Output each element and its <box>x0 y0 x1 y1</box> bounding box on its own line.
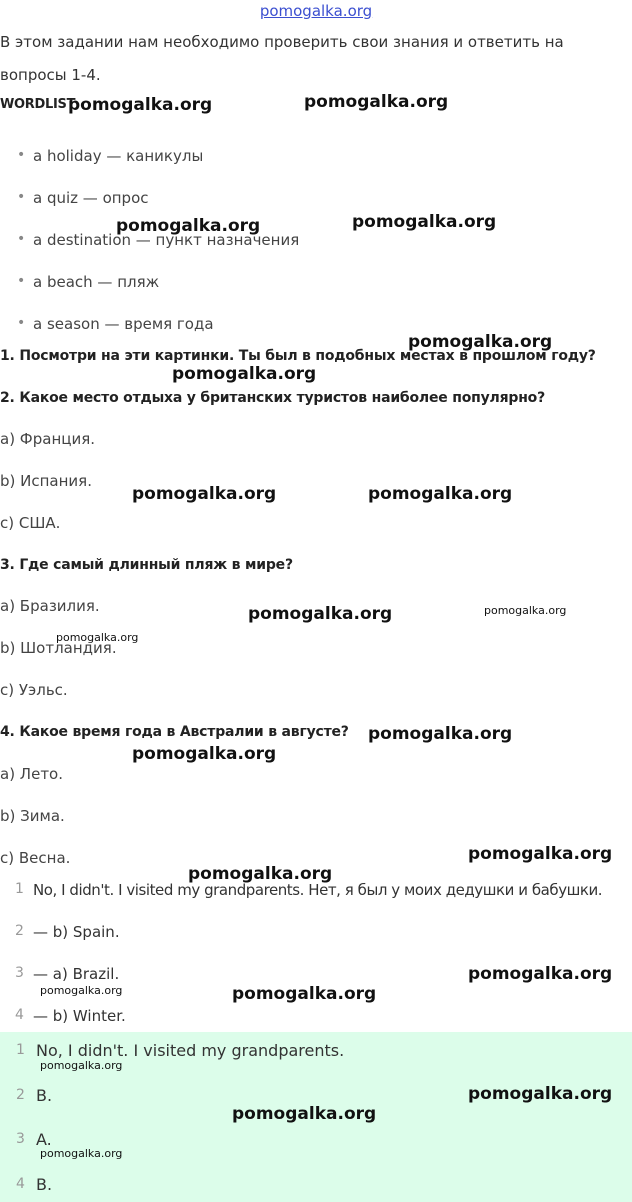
word-item: a beach — пляж <box>33 273 160 291</box>
word-item: a holiday — каникулы <box>33 147 204 165</box>
option: c) Уэльс. <box>0 681 68 699</box>
watermark: pomogalka.org <box>232 984 377 1004</box>
watermark: pomogalka.org <box>484 604 567 617</box>
answer-text: B. <box>36 1175 53 1194</box>
site-link[interactable]: pomogalka.org <box>259 2 373 20</box>
option: c) Весна. <box>0 849 71 867</box>
question-4: 4. Какое время года в Австралии в августе? <box>0 724 349 740</box>
answer-number: 3 <box>16 1131 25 1147</box>
watermark: pomogalka.org <box>248 604 393 624</box>
answer-number: 1 <box>15 881 24 897</box>
bullet-icon: • <box>17 231 26 247</box>
question-3: 3. Где самый длинный пляж в мире? <box>0 557 293 573</box>
bullet-icon: • <box>17 147 26 163</box>
option: b) Испания. <box>0 472 92 490</box>
wordlist-title: WORDLIST <box>0 97 76 112</box>
option: a) Франция. <box>0 430 95 448</box>
question-1: 1. Посмотри на эти картинки. Ты был в подобных местах в прошлом году? <box>0 348 596 364</box>
watermark: pomogalka.org <box>132 744 277 764</box>
watermark: pomogalka.org <box>232 1104 377 1124</box>
option: b) Зима. <box>0 807 65 825</box>
watermark: pomogalka.org <box>368 484 513 504</box>
watermark: pomogalka.org <box>68 95 213 115</box>
answer-text: No, I didn't. I visited my grandparents. Нет, я был у моих дедушки и бабушки. <box>33 881 603 899</box>
watermark: pomogalka.org <box>468 1084 613 1104</box>
word-item: a season — время года <box>33 315 214 333</box>
watermark: pomogalka.org <box>352 212 497 232</box>
answer-number: 4 <box>15 1007 24 1023</box>
question-2: 2. Какое место отдыха у британских туристов наиболее популярно? <box>0 390 546 406</box>
watermark: pomogalka.org <box>468 844 613 864</box>
watermark: pomogalka.org <box>188 864 333 884</box>
watermark: pomogalka.org <box>132 484 277 504</box>
answer-text: No, I didn't. I visited my grandparents. <box>36 1041 345 1060</box>
watermark: pomogalka.org <box>368 724 513 744</box>
watermark: pomogalka.org <box>408 332 553 352</box>
option: c) США. <box>0 514 61 532</box>
answer-number: 2 <box>15 923 24 939</box>
option: a) Бразилия. <box>0 597 100 615</box>
word-item: a destination — пункт назначения <box>33 231 300 249</box>
answer-number: 1 <box>16 1042 25 1058</box>
answer-number: 4 <box>16 1176 25 1192</box>
watermark: pomogalka.org <box>40 1059 123 1072</box>
watermark: pomogalka.org <box>116 216 261 236</box>
answer-number: 2 <box>16 1087 25 1103</box>
word-item: a quiz — опрос <box>33 189 149 207</box>
watermark: pomogalka.org <box>304 92 449 112</box>
bullet-icon: • <box>17 273 26 289</box>
watermark: pomogalka.org <box>40 1147 123 1160</box>
answer-text: — b) Spain. <box>33 923 120 941</box>
answer-number: 3 <box>15 965 24 981</box>
watermark: pomogalka.org <box>40 984 123 997</box>
intro-line-2: вопросы 1-4. <box>0 66 101 84</box>
watermark: pomogalka.org <box>56 631 139 644</box>
bullet-icon: • <box>17 189 26 205</box>
option: b) Шотландия. <box>0 639 117 657</box>
watermark: pomogalka.org <box>172 364 317 384</box>
answer-text: A. <box>36 1130 52 1149</box>
answer-text: — b) Winter. <box>33 1007 126 1025</box>
option: a) Лето. <box>0 765 64 783</box>
intro-line-1: В этом задании нам необходимо проверить свои знания и ответить на <box>0 33 564 51</box>
answer-text: B. <box>36 1086 53 1105</box>
bullet-icon: • <box>17 315 26 331</box>
watermark: pomogalka.org <box>468 964 613 984</box>
answer-text: — a) Brazil. <box>33 965 120 983</box>
